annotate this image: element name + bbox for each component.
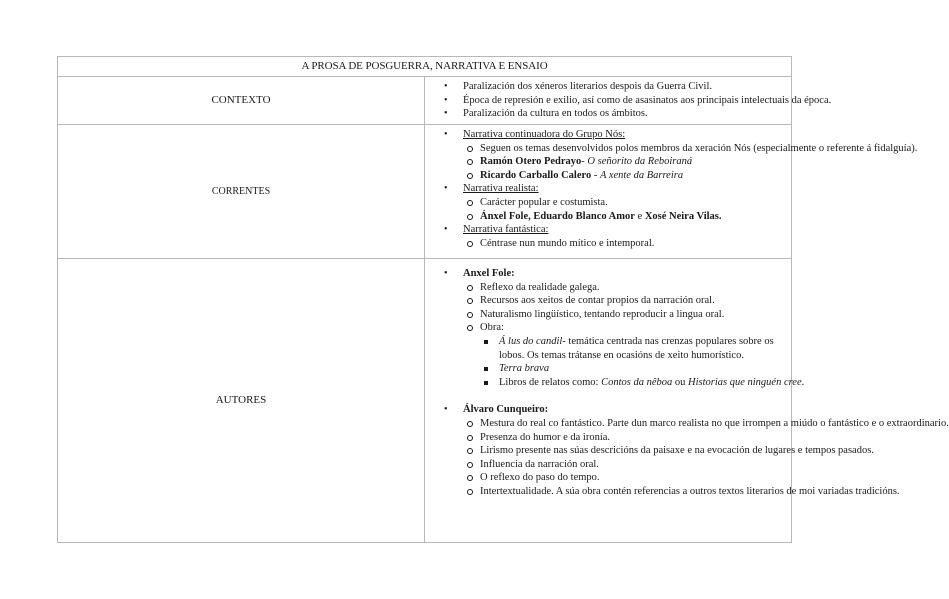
comma: , [528,210,531,222]
autor-cunqueiro [435,403,949,498]
realista-heading: Narrativa realista: [463,183,539,195]
table-title: A PROSA DE POSGUERRA, NARRATIVA E ENSAIO [58,57,792,77]
author-fole: Ánxel Fole [480,210,529,222]
obra-relatos [480,376,805,390]
work-reboirana: O señorito da Reboiraná [587,156,693,168]
realista-authors [463,210,785,224]
cunqueiro-item-6: Intertextualidade. A súa obra contén referencias a outros textos literarios de moi variadas tradicións. [463,485,785,499]
autor-fole [435,267,805,389]
obra-terra-brava-title: Terra brava [499,363,550,375]
fole-item-1: Reflexo da realidade galega. [463,281,785,295]
continuadora-desc: Seguen os temas desenvolvidos polos membros da xeración Nós (especialmente o referente á fidalguía). [463,142,785,156]
corrente-realista [435,182,785,223]
corrente-continuadora [435,128,918,182]
cunqueiro-item-5: O reflexo do paso do tempo. [463,471,785,485]
dash: - [581,156,585,168]
obra-relatos-end: . [801,376,805,388]
author-blanco-amor: Eduardo Blanco Amor [533,210,635,222]
fantastica-desc: Céntrase nun mundo mítico e intemporal. [463,237,785,251]
cunqueiro-item-1: Mestura do real co fantástico. Parte dun marco realista no que irrompen a miúdo o fantástico e o extraordinario. [463,417,785,431]
conjunction: e [637,210,643,222]
cunqueiro-item-3: Lirismo presente nas súas descricións da paisaxe e na evocación de lugares e tempos pasados. [463,444,785,458]
fole-sublist [463,281,805,390]
cunqueiro-item-2: Presenza do humor e da ironía. [463,431,785,445]
fole-item-obra [463,321,805,389]
spacer [435,389,785,403]
correntes-row [58,125,792,259]
dash: - [593,169,598,181]
autores-list-2 [435,403,949,498]
obra-candil-desc: - temática centrada nas crenzas populares sobre os lobos. Os temas trátanse en ocasións de xeito humorístico. [499,335,774,361]
continuadora-sublist [463,142,918,183]
author-otero: Ramón Otero Pedrayo [480,156,582,168]
correntes-label: CORRENTES [58,125,425,259]
fole-item-2: Recursos aos xeitos de contar propios da narración oral. [463,294,785,308]
author-neira-vilas: Xosé Neira Vilas. [644,210,722,222]
title-row [58,57,792,77]
contexto-label: CONTEXTO [58,77,425,125]
contexto-item-3: • Paralización da cultura en todos os ámbitos. [435,107,785,121]
obra-terra-brava [480,362,785,376]
realista-desc: Carácter popular e costumista. [463,196,785,210]
continuadora-heading: Narrativa continuadora do Grupo Nós: [463,129,626,140]
obra-relatos-mid: ou [672,376,688,388]
author-carballo: Ricardo Carballo Calero [480,169,592,181]
contexto-content [425,77,832,125]
cunqueiro-item-4: Influencia da narración oral. [463,458,785,472]
summary-table [57,56,949,543]
fantastica-sublist [463,237,785,251]
cunqueiro-name: Álvaro Cunqueiro: [463,404,549,416]
corrente-fantastica [435,223,785,250]
obra-sublist [480,335,805,389]
obra-candil-title: Á lus do candil [499,335,563,347]
obra-contos-nebo: Contos da nêboa [601,376,673,388]
fole-name: Anxel Fole: [463,268,515,279]
autores-row [58,259,792,543]
cunqueiro-sublist [463,417,949,499]
obra-historias: Historias que ninguén cree [687,376,802,388]
contexto-row [58,77,792,125]
contexto-item-2: • Época de represión e exilio, así como de asasinatos aos principais intelectuais da época. [435,94,785,108]
continuadora-author-1 [463,155,785,169]
work-barreira: A xente da Barreira [599,169,684,181]
contexto-item-1: • Paralización dos xéneros literarios despois da Guerra Civil. [435,80,785,94]
autores-list [435,267,805,389]
fole-item-3: Naturalismo lingüístico, tentando reproducir a lingua oral. [463,308,785,322]
obra-relatos-prefix: Libros de relatos como: [499,376,602,388]
fantastica-heading: Narrativa fantástica: [463,224,549,236]
realista-sublist [463,196,785,223]
autores-content [425,259,949,543]
obra-label: Obra: [480,322,504,334]
obra-candil [480,335,785,362]
continuadora-author-2 [463,169,785,183]
correntes-content [425,125,918,259]
autores-label: AUTORES [58,259,425,543]
correntes-list [435,128,918,250]
contexto-list [435,80,832,121]
